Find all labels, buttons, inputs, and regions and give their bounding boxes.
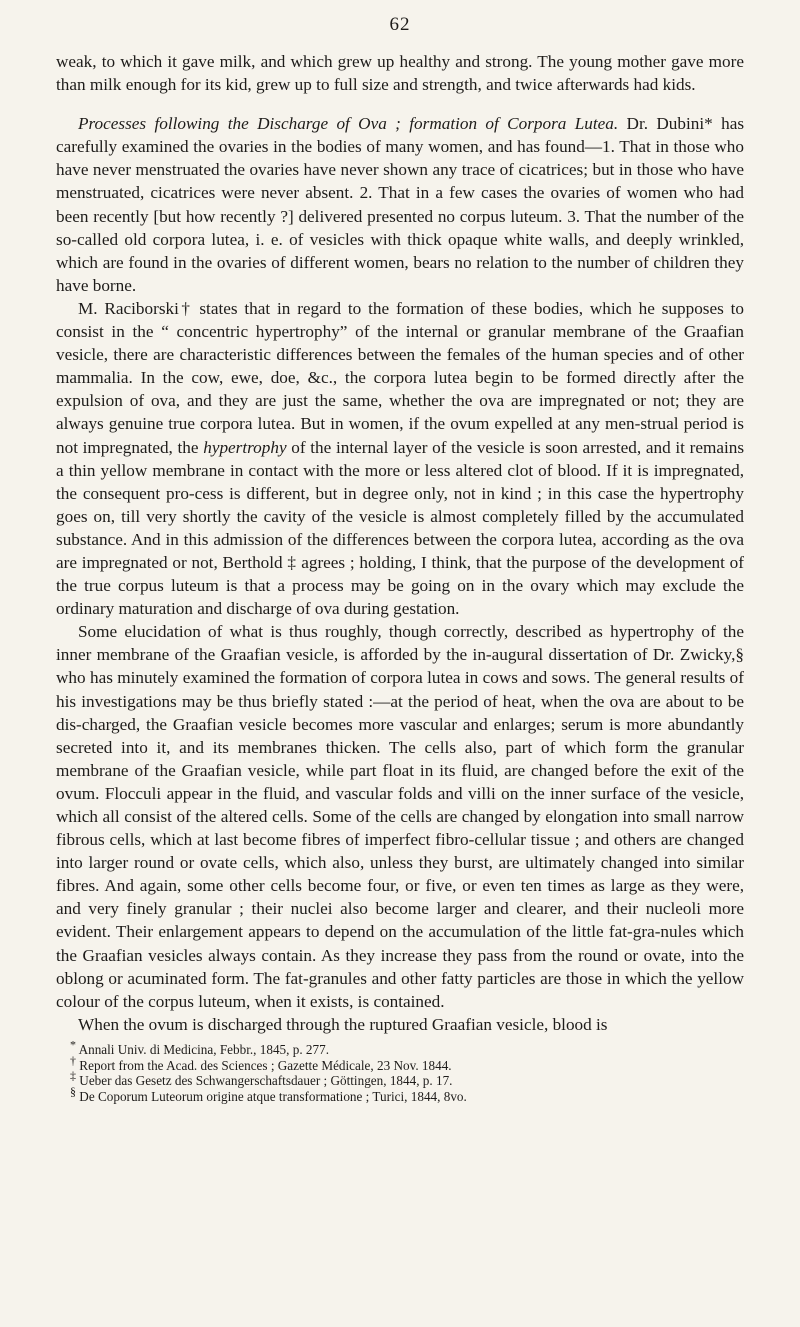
footnote-mark: †: [70, 1053, 76, 1068]
footnote-mark: *: [70, 1037, 76, 1052]
footnote: [56, 1068, 744, 1089]
paragraph-raciborski: [56, 297, 744, 620]
footnote: [56, 1084, 744, 1105]
footnote-text: Annali Univ. di Medicina, Febbr., 1845, p. 277.: [78, 1041, 329, 1057]
section-paragraph-body: Dr. Dubini* has carefully examined the ovaries in the bodies of many women, and has found—1. That in those who have never menstruated the ovaries have never shown any trace of cicatrices; but in those who have menstruated, cicatrices were never absent. 2. That in a few cases the ovaries of women who had been recently [but how recently ?] delivered presented no corpus luteum. 3. That the number of the so-called old corpora lutea, i. e. of vesicles with thick opaque white walls, and deeply wrinkled, which are found in the ovaries of different women, bears no relation to the number of children they have borne.: [56, 114, 745, 295]
footnote-mark: §: [70, 1084, 76, 1099]
footnote-text: De Coporum Luteorum origine atque transformatione ; Turici, 1844, 8vo.: [79, 1088, 467, 1104]
footnote-text: Report from the Acad. des Sciences ; Gazette Médicale, 23 Nov. 1844.: [79, 1057, 452, 1073]
paragraph-final: When the ovum is discharged through the ruptured Graafian vesicle, blood is: [78, 1014, 608, 1034]
footnote-mark: ‡: [70, 1068, 76, 1083]
footnote: [56, 1037, 744, 1058]
footnote-text: Ueber das Gesetz des Schwangerschaftsdauer ; Göttingen, 1844, p. 17.: [79, 1073, 453, 1089]
page-number: 62: [389, 14, 411, 35]
paragraph-raciborski-rest: of the internal layer of the vesicle is soon arrested, and it remains a thin yellow membrane in contact with the more or less altered clot of blood. If it is impregnated, the consequent pro-cess is different, but in degree only, not in kind ; in this case the hypertrophy goes on, till very shortly the cavity of the vesicle is almost completely filled by the accumulated substance. And in this admission of the differences between the corpora lutea, according as the ova are impregnated or not, Berthold ‡ agrees ; holding, I think, that the purpose of the development of the true corpus luteum is that a process may be going on in the ovary which may exclude the ordinary maturation and discharge of ova during gestation.: [56, 437, 745, 619]
section-heading: Processes following the Discharge of Ova ; formation of Corpora Lutea.: [78, 114, 619, 134]
paragraph-raciborski-text: M. Raciborski† states that in regard to the formation of these bodies, which he supposes to consist in the “ concentric hypertrophy” of the internal or granular membrane of the Graafian vesicle, there are characteristic differences between the females of the human species and of other mammalia. In the cow, ewe, doe, &c., the corpora lutea begin to be formed directly after the expulsion of ova, and they are just the same, whether the ova are impregnated or not; they are always genuine true corpora lutea. But in women, if the ovum expelled at any men-strual period is not impregnated, the: [56, 298, 744, 457]
footnote: [56, 1053, 744, 1074]
paragraph-zwicky: Some elucidation of what is thus roughly, though correctly, described as hypertrophy of the inner membrane of the Graafian vesicle, is afforded by the in-augural dissertation of Dr. Zwicky,§ who has minutely examined the formation of corpora lutea in cows and sows. The general results of his investigations may be thus briefly stated :—at the period of heat, when the ova are about to be dis-charged, the Graafian vesicle becomes more vascular and enlarges; serum is more abundantly secreted into it, and its membranes thicken. The cells also, part of which form the granular membrane of the Graafian vesicle, while part float in its fluid, are changed before the exit of the ovum. Flocculi appear in the fluid, and vascular folds and villi on the inner surface of the vesicle, which all consist of the altered cells. Some of the cells are changed by elongation into small narrow fibrous cells, which at last become fibres of imperfect fibro-cellular tissue ; and others are changed into larger round or ovate cells, which also, unless they burst, are ultimately changed into similar fibres. And again, some other cells become four, or five, or even ten times as large as they were, and very finely granular ; their nuclei also become larger and clearer, and their nucleoli more evident. Their enlargement appears to depend on the accumulation of the little fat-gra-nules which the Graafian vesicles always contain. As they increase they pass from the round or ovate, into the oblong or acuminated form. The fat-granules and other fatty particles are those in which the yellow colour of the corpus luteum, when it exists, is contained.: [56, 622, 744, 1011]
paragraph-continuation: weak, to which it gave milk, and which grew up healthy and strong. The young mother gave more than milk enough for its kid, grew up to full size and strength, and twice afterwards had kids.: [56, 52, 744, 95]
footnotes: [56, 1037, 744, 1104]
italic-term: hypertrophy: [203, 437, 287, 457]
section-paragraph: [56, 112, 744, 297]
paragraph-gap: [56, 96, 744, 112]
